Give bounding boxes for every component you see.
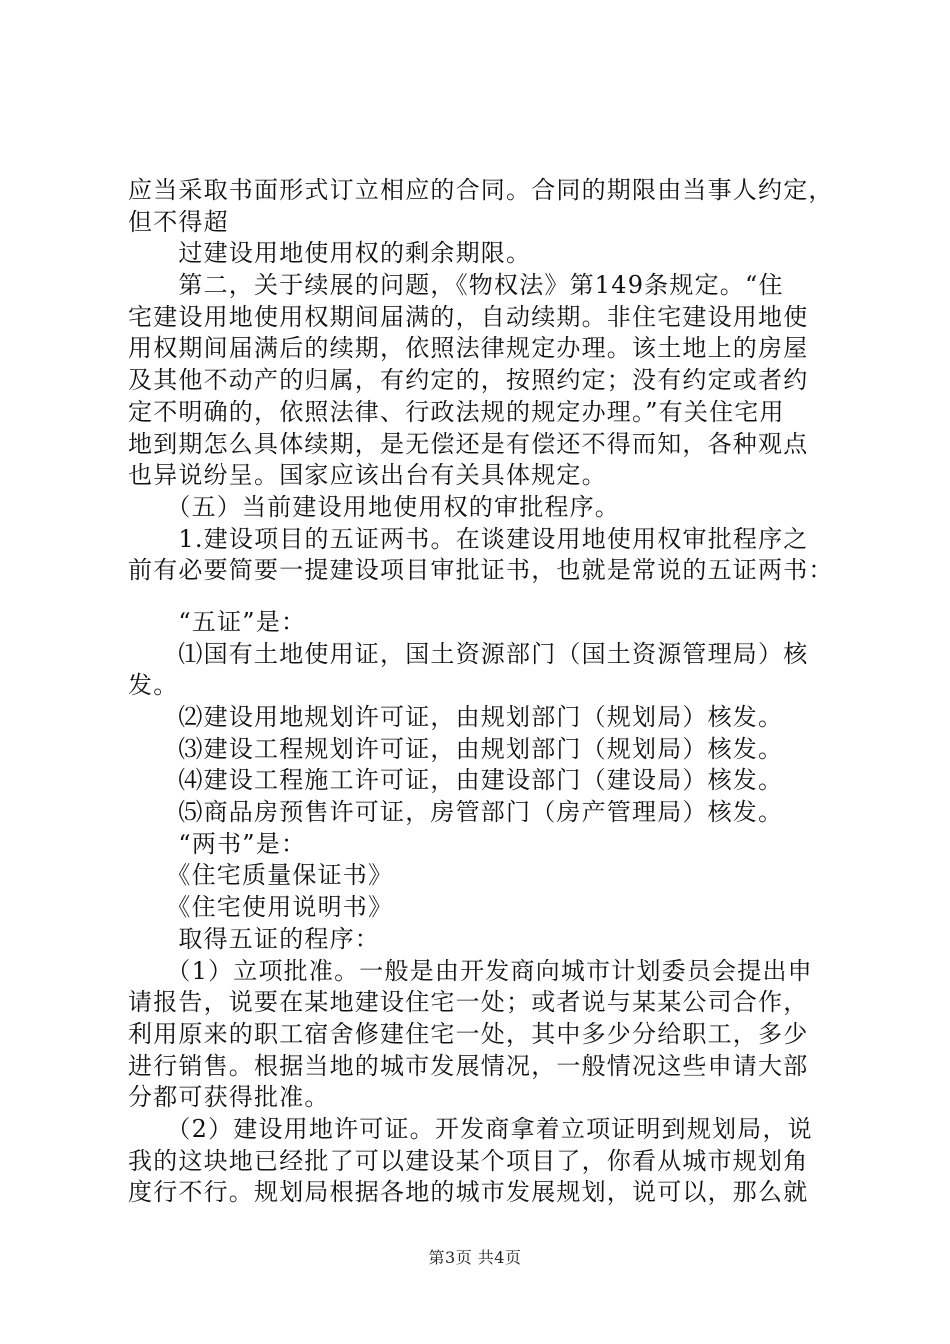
- page-number: 第3页 共4页: [428, 1248, 522, 1267]
- text-line: 但不得超: [128, 207, 229, 236]
- text-line: （1）立项批准。一般是由开发商向城市计划委员会提出申: [128, 956, 813, 985]
- text-line: 定不明确的，依照法律、行政法规的规定办理。”有关住宅用: [128, 397, 785, 426]
- list-item: ⑴国有土地使用证，国土资源部门（国土资源管理局）核: [128, 639, 809, 668]
- list-item: ⑸商品房预售许可证，房管部门（房产管理局）核发。: [128, 798, 784, 827]
- text-line: （2）建设用地许可证。开发商拿着立项证明到规划局，说: [128, 1114, 813, 1143]
- text-line: 进行销售。根据当地的城市发展情况，一般情况这些申请大部: [128, 1051, 809, 1080]
- text-line: 前有必要简要一提建设项目审批证书，也就是常说的五证两书：: [128, 556, 834, 585]
- text-line: 分都可获得批准。: [128, 1083, 330, 1112]
- text-line: 请报告，说要在某地建设住宅一处；或者说与某某公司合作，: [128, 988, 809, 1017]
- text-line: 过建设用地使用权的剩余期限。: [128, 239, 532, 268]
- text-line: 利用原来的职工宿舍修建住宅一处，其中多少分给职工，多少: [128, 1019, 809, 1048]
- list-item: 《住宅使用说明书》: [128, 893, 394, 922]
- text-line: 发。: [128, 671, 179, 700]
- text-line: 地到期怎么具体续期，是无偿还是有偿还不得而知，各种观点: [128, 429, 809, 458]
- text-line: 度行不行。规划局根据各地的城市发展规划，说可以，那么就: [128, 1178, 809, 1207]
- document-body: [128, 175, 834, 1209]
- text-line: 也异说纷呈。国家应该出台有关具体规定。: [128, 461, 607, 490]
- text-line: 我的这块地已经批了可以建设某个项目了，你看从城市规划角: [128, 1146, 809, 1175]
- paragraph-gap: [128, 587, 834, 607]
- text-line: 及其他不动产的归属，有约定的，按照约定；没有约定或者约: [128, 366, 809, 395]
- text-line: 取得五证的程序：: [128, 924, 380, 953]
- text-line: 第二，关于续展的问题，《物权法》第149条规定。“住: [128, 271, 784, 300]
- list-heading: “五证”是：: [128, 607, 307, 636]
- list-heading: “两书”是：: [128, 829, 307, 858]
- page-footer: [0, 1245, 950, 1268]
- list-item: 《住宅质量保证书》: [128, 861, 394, 890]
- list-item: ⑵建设用地规划许可证，由规划部门（规划局）核发。: [128, 703, 784, 731]
- section-heading: （五）当前建设用地使用权的审批程序。: [128, 492, 620, 521]
- text-line: 宅建设用地使用权期间届满的，自动续期。非住宅建设用地使: [128, 302, 809, 331]
- text-line: 用权期间届满后的续期，依照法律规定办理。该土地上的房屋: [128, 334, 809, 363]
- text-line: 应当采取书面形式订立相应的合同。合同的期限由当事人约定，: [128, 176, 834, 204]
- text-line: 1.建设项目的五证两书。在谈建设用地使用权审批程序之: [128, 524, 809, 553]
- list-item: ⑶建设工程规划许可证，由规划部门（规划局）核发。: [128, 734, 784, 763]
- list-item: ⑷建设工程施工许可证，由建设部门（建设局）核发。: [128, 766, 784, 795]
